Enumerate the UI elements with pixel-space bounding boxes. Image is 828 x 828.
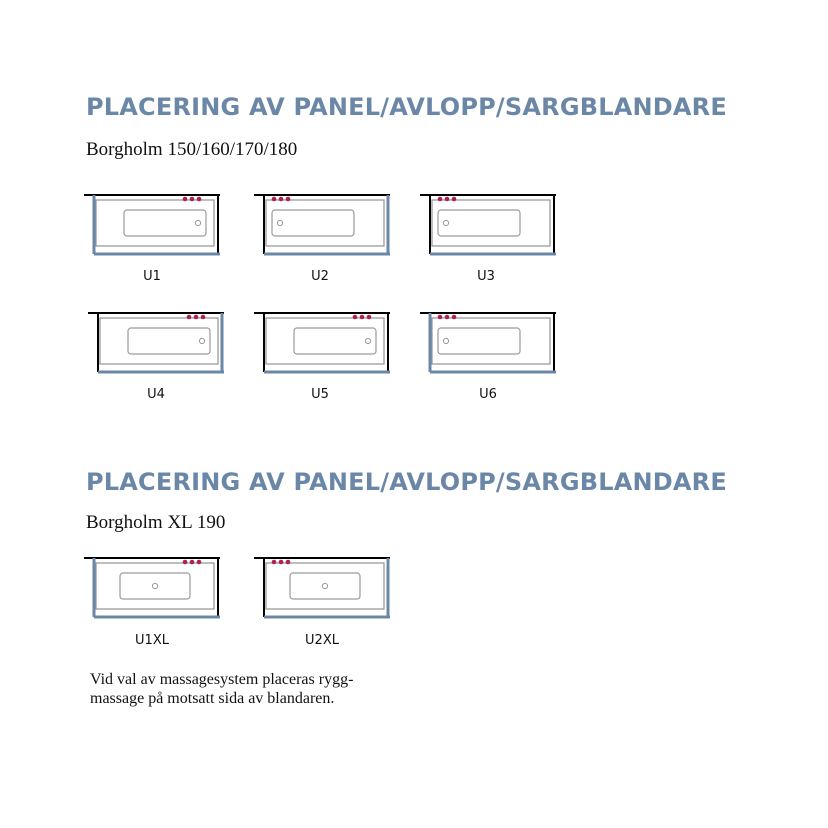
tub-svg [420, 192, 556, 258]
tub-basin [124, 210, 206, 236]
tub-svg [420, 310, 556, 376]
massage-note-line1: Vid val av massagesystem placeras rygg- [90, 671, 354, 688]
mixer-dot [445, 197, 450, 202]
drain-icon [199, 338, 204, 343]
tub-svg [88, 310, 224, 376]
tub-diagram-u3 [420, 192, 556, 258]
tub-rim [266, 200, 384, 246]
mixer-dot [197, 560, 202, 565]
tub-diagram-u2 [254, 192, 390, 258]
drain-icon [322, 583, 327, 588]
tub-diagram-u2xl [254, 555, 390, 621]
tub-rim [432, 200, 550, 246]
drain-icon [365, 338, 370, 343]
tub-basin [128, 328, 210, 354]
mixer-dot [438, 315, 443, 320]
tub-label-u4: U4 [147, 387, 165, 402]
tub-rim [96, 563, 214, 609]
tub-diagram-u6 [420, 310, 556, 376]
tub-basin [272, 210, 354, 236]
mixer-dot [367, 315, 372, 320]
tub-svg [254, 192, 390, 258]
tub-label-u1: U1 [143, 269, 161, 284]
mixer-dot [197, 197, 202, 202]
tub-diagram-u1xl [84, 555, 220, 621]
tub-diagram-u4 [88, 310, 224, 376]
tub-basin [294, 328, 376, 354]
tub-rim [100, 318, 218, 364]
mixer-dot [279, 560, 284, 565]
section2-heading: PLACERING AV PANEL/AVLOPP/SARGBLANDARE [86, 468, 727, 496]
tub-basin [438, 328, 520, 354]
tub-svg [84, 192, 220, 258]
tub-label-u2xl: U2XL [305, 633, 339, 648]
tub-label-u6: U6 [479, 387, 497, 402]
tub-label-u5: U5 [311, 387, 329, 402]
mixer-dot [190, 560, 195, 565]
tub-svg [84, 555, 220, 621]
tub-basin [438, 210, 520, 236]
tub-rim [96, 200, 214, 246]
mixer-dot [353, 315, 358, 320]
tub-rim [266, 563, 384, 609]
mixer-dot [445, 315, 450, 320]
section2-subtitle: Borgholm XL 190 [86, 512, 226, 533]
section1-subtitle: Borgholm 150/160/170/180 [86, 139, 298, 160]
tub-diagram-u5 [254, 310, 390, 376]
tub-label-u3: U3 [477, 269, 495, 284]
section1-heading: PLACERING AV PANEL/AVLOPP/SARGBLANDARE [86, 93, 727, 121]
mixer-dot [279, 197, 284, 202]
drain-icon [152, 583, 157, 588]
tub-basin [290, 573, 360, 599]
drain-icon [443, 220, 448, 225]
mixer-dot [286, 560, 291, 565]
mixer-dot [286, 197, 291, 202]
mixer-dot [183, 560, 188, 565]
tub-label-u2: U2 [311, 269, 329, 284]
tub-svg [254, 310, 390, 376]
mixer-dot [452, 197, 457, 202]
mixer-dot [190, 197, 195, 202]
mixer-dot [452, 315, 457, 320]
drain-icon [443, 338, 448, 343]
mixer-dot [187, 315, 192, 320]
massage-note [90, 670, 450, 708]
mixer-dot [272, 197, 277, 202]
tub-diagram-u1 [84, 192, 220, 258]
mixer-dot [438, 197, 443, 202]
tub-svg [254, 555, 390, 621]
drain-icon [195, 220, 200, 225]
tub-rim [432, 318, 550, 364]
mixer-dot [201, 315, 206, 320]
mixer-dot [272, 560, 277, 565]
mixer-dot [183, 197, 188, 202]
massage-note-line2: massage på motsatt sida av blandaren. [90, 690, 335, 707]
tub-label-u1xl: U1XL [135, 633, 169, 648]
tub-rim [266, 318, 384, 364]
tub-basin [120, 573, 190, 599]
mixer-dot [360, 315, 365, 320]
mixer-dot [194, 315, 199, 320]
drain-icon [277, 220, 282, 225]
